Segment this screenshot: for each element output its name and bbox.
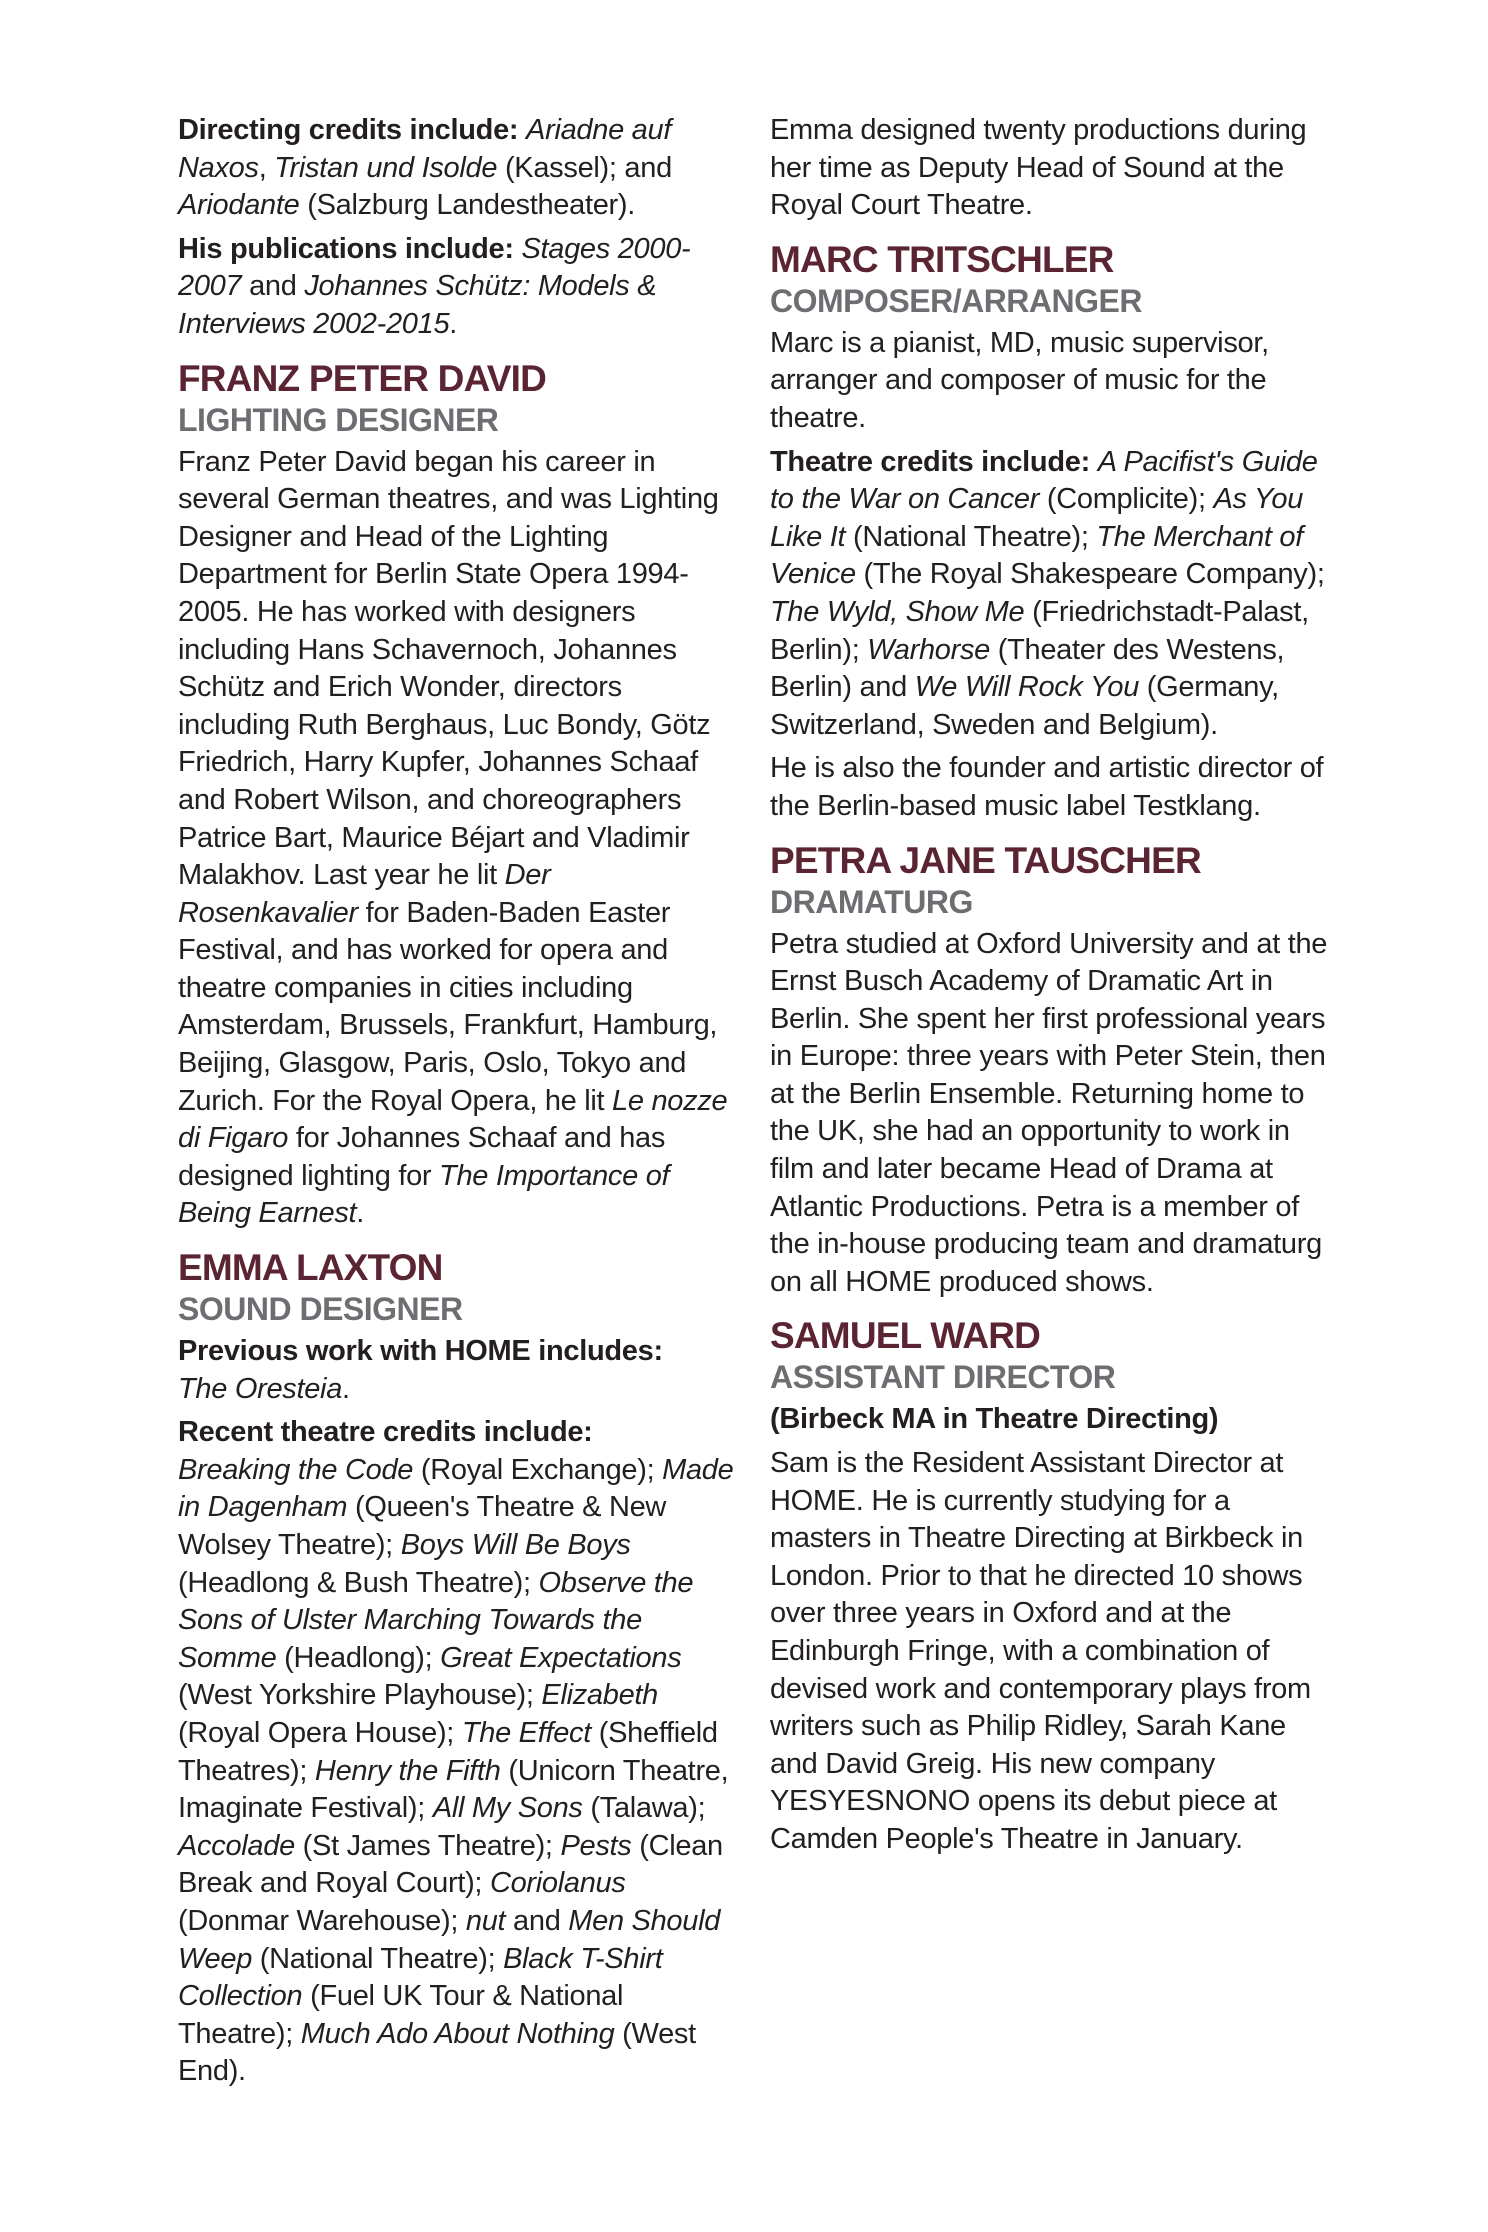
work-title: The Oresteia — [178, 1372, 343, 1405]
bio-text: Sam is the Resident Assistant Director at HOME. He is currently studying for a masters in Theatre Directing at Birkbeck in London. Prior to that he directed 10 shows over three years in Oxford and at the Edinburgh Fringe, with a combination of devised work and contemporary plays from writers such as Philip Ridley, Sarah Kane and David Greig. His new company YESYESNONO opens its debut piece at Camden People's Theatre in January. — [770, 1447, 1311, 1855]
directing-credits: Directing credits include: Ariadne auf Naxos, Tristan und Isolde (Kassel); and Ariodante (Salzburg Landestheater). — [178, 114, 672, 222]
left-column — [178, 112, 738, 2097]
person-role: SOUND DESIGNER — [178, 1291, 463, 1328]
work-title: Johannes Schütz: Models & Interviews 2002-2015 — [178, 270, 657, 340]
person-name: MARC TRITSCHLER — [770, 238, 1114, 280]
recent-credits: Recent theatre credits include: Breaking the Code (Royal Exchange); Made in Dagenham (Queen's Theatre & New Wolsey Theatre); Boys Will Be Boys (Headlong & Bush Theatre); Observe the Sons of Ulster Marching Towards the Somme (Headlong); Great Expectations (West Yorkshire Playhouse); Elizabeth (Royal Opera House); The Effect (Sheffield Theatres); Henry the Fifth (Unicorn Theatre, Imaginate Festival); All My Sons (Talawa); Accolade (St James Theatre); Pests (Clean Break and Royal Court); Coriolanus (Donmar Warehouse); nut and Men Should Weep (National Theatre); Black T-Shirt Collection (Fuel UK Tour & National Theatre); Much Ado About Nothing (West End). — [178, 1416, 734, 2088]
bio-emma-laxton — [178, 1247, 738, 2091]
work-title: Tristan und Isolde — [274, 151, 498, 184]
bio-text: Marc is a pianist, MD, music supervisor, arranger and composer of music for the theatre. — [770, 326, 1269, 434]
work-title: Ariadne auf Naxos — [178, 114, 672, 184]
bio-samuel-ward — [770, 1315, 1330, 1858]
previous-work: Previous work with HOME includes: The Oresteia. — [178, 1335, 663, 1405]
work-title: Ariodante — [178, 189, 300, 222]
person-role: LIGHTING DESIGNER — [178, 401, 499, 438]
bio-marc-tritschler — [770, 239, 1330, 826]
previous-work-label: Previous work with HOME includes: — [178, 1335, 663, 1368]
course-note: (Birbeck MA in Theatre Directing) — [770, 1403, 1219, 1436]
work-title: Stages 2000-2007 — [178, 232, 691, 303]
person-name: PETRA JANE TAUSCHER — [770, 839, 1201, 881]
bio-text: He is also the founder and artistic director of the Berlin-based music label Testklang. — [770, 752, 1324, 822]
bio-text: Petra studied at Oxford University and at the Ernst Busch Academy of Dramatic Art in Berlin. She spent her first professional years in Europe: three years with Peter Stein, then at the Berlin Ensemble. Returning home to the UK, she had an opportunity to work in film and later became Head of Drama at Atlantic Productions. Petra is a member of the in-house producing team and dramaturg on all HOME produced shows. — [770, 927, 1328, 1298]
person-name: EMMA LAXTON — [178, 1247, 443, 1289]
work-title: Der Rosenkavalier — [178, 859, 551, 929]
emma-laxton-continued: Emma designed twenty productions during her time as Deputy Head of Sound at the Royal Court Theatre. — [770, 114, 1307, 222]
person-role: COMPOSER/ARRANGER — [770, 282, 1142, 319]
theatre-credits: Theatre credits include: A Pacifist's Guide to the War on Cancer (Complicite); As You Like It (National Theatre); The Merchant of Venice (The Royal Shakespeare Company); The Wyld, Show Me (Friedrichstadt-Palast, Berlin); Warhorse (Theater des Westens, Berlin) and We Will Rock You (Germany, Switzerland, Sweden and Belgium). — [770, 445, 1325, 741]
bio-text: Franz Peter David began his career in several German theatres, and was Lighting Designer and Head of the Lighting Department for Berlin State Opera 1994-2005. He has worked with designers including Hans Schavernoch, Johannes Schütz and Erich Wonder, directors including Ruth Berghaus, Luc Bondy, Götz Friedrich, Harry Kupfer, Johannes Schaaf and Robert Wilson, and choreographers Patrice Bart, Maurice Béjart and Vladimir Malakhov. Last year he lit Der Rosenkavalier for Baden-Baden Easter Festival, and has worked for opera and theatre companies in cities including Amsterdam, Brussels, Frankfurt, Hamburg, Beijing, Glasgow, Paris, Oslo, Tokyo and Zurich. For the Royal Opera, he lit Le nozze di Figaro for Johannes Schaaf and has designed lighting for The Importance of Being Earnest. — [178, 445, 728, 1230]
publications-label: His publications include: — [178, 232, 514, 265]
person-role: ASSISTANT DIRECTOR — [770, 1359, 1116, 1396]
person-name: FRANZ PETER DAVID — [178, 357, 547, 399]
person-name: SAMUEL WARD — [770, 1315, 1041, 1357]
person-role: DRAMATURG — [770, 883, 973, 920]
work-title: The Importance of Being Earnest — [178, 1159, 670, 1230]
publications: His publications include: Stages 2000-2007 and Johannes Schütz: Models & Interviews 2002-2015. — [178, 232, 691, 340]
recent-credits-label: Recent theatre credits include: — [178, 1416, 593, 1449]
work-title: Le nozze di Figaro — [178, 1084, 728, 1155]
theatre-credits-label: Theatre credits include: — [770, 445, 1090, 478]
bio-franz-peter-david — [178, 358, 738, 1233]
bio-petra-jane-tauscher — [770, 840, 1330, 1302]
right-column — [770, 112, 1330, 1865]
directing-credits-label: Directing credits include: — [178, 114, 519, 146]
